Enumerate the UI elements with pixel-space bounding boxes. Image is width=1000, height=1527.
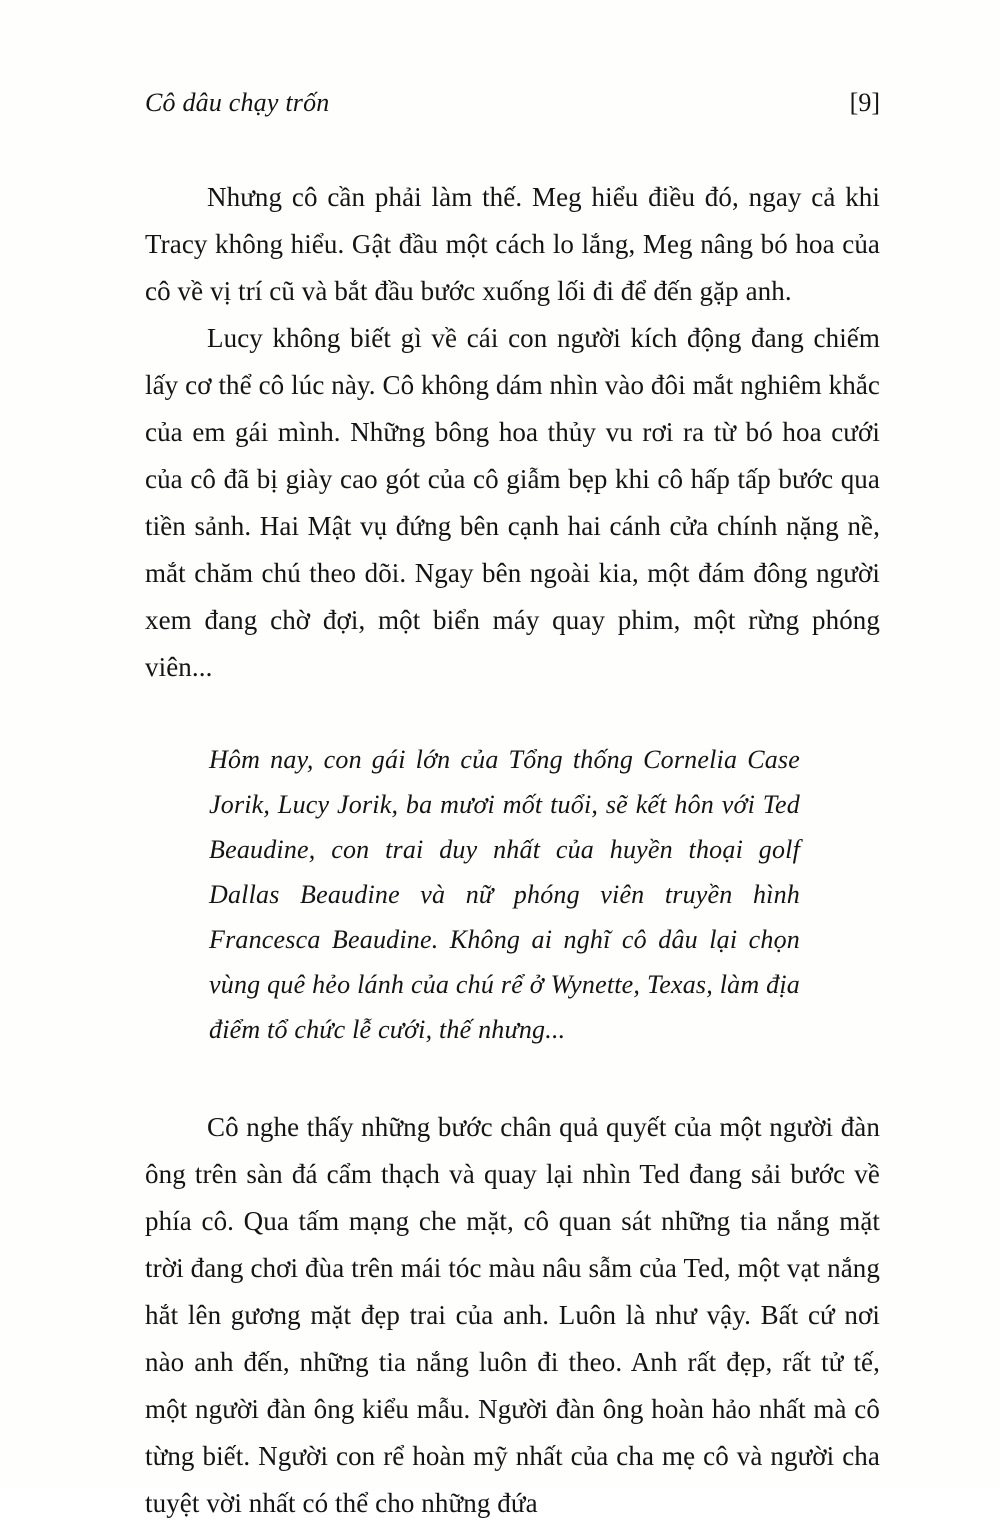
paragraph: Nhưng cô cần phải làm thế. Meg hiểu điều đó, ngay cả khi Tracy không hiểu. Gật đầu một cách lo lắng, Meg nâng bó hoa của cô về vị trí cũ và bắt đầu bước xuống lối đi để đến gặp anh. bbox=[145, 182, 880, 306]
page-body bbox=[145, 174, 880, 1527]
book-title: Cô dâu chạy trốn bbox=[145, 88, 330, 117]
paragraph: Cô nghe thấy những bước chân quả quyết của một người đàn ông trên sàn đá cẩm thạch và quay lại nhìn Ted đang sải bước về phía cô. Qua tấm mạng che mặt, cô quan sát những tia nắng mặt trời đang chơi đùa trên mái tóc màu nâu sẫm của Ted, một vạt nắng hắt lên gương mặt đẹp trai của anh. Luôn là như vậy. Bất cứ nơi nào anh đến, những tia nắng luôn đi theo. Anh rất đẹp, rất tử tế, một người đàn ông kiểu mẫu. Người đàn ông hoàn hảo nhất mà cô từng biết. Người con rể hoàn mỹ nhất của cha mẹ cô và người cha tuyệt vời nhất có thể cho những đứa bbox=[145, 1112, 880, 1518]
page-number: [9] bbox=[849, 88, 880, 117]
news-excerpt-quote: Hôm nay, con gái lớn của Tổng thống Cornelia Case Jorik, Lucy Jorik, ba mươi mốt tuổi, sẽ kết hôn với Ted Beaudine, con trai duy nhất của huyền thoại golf Dallas Beaudine và nữ phóng viên truyền hình Francesca Beaudine. Không ai nghĩ cô dâu lại chọn vùng quê hẻo lánh của chú rể ở Wynette, Texas, làm địa điểm tổ chức lễ cưới, thế nhưng... bbox=[209, 745, 800, 1044]
running-header bbox=[145, 88, 880, 118]
paragraph: Lucy không biết gì về cái con người kích động đang chiếm lấy cơ thể cô lúc này. Cô không dám nhìn vào đôi mắt nghiêm khắc của em gái mình. Những bông hoa thủy vu rơi ra từ bó hoa cưới của cô đã bị giày cao gót của cô giẫm bẹp khi cô hấp tấp bước qua tiền sảnh. Hai Mật vụ đứng bên cạnh hai cánh cửa chính nặng nề, mắt chăm chú theo dõi. Ngay bên ngoài kia, một đám đông người xem đang chờ đợi, một biển máy quay phim, một rừng phóng viên... bbox=[145, 323, 881, 682]
